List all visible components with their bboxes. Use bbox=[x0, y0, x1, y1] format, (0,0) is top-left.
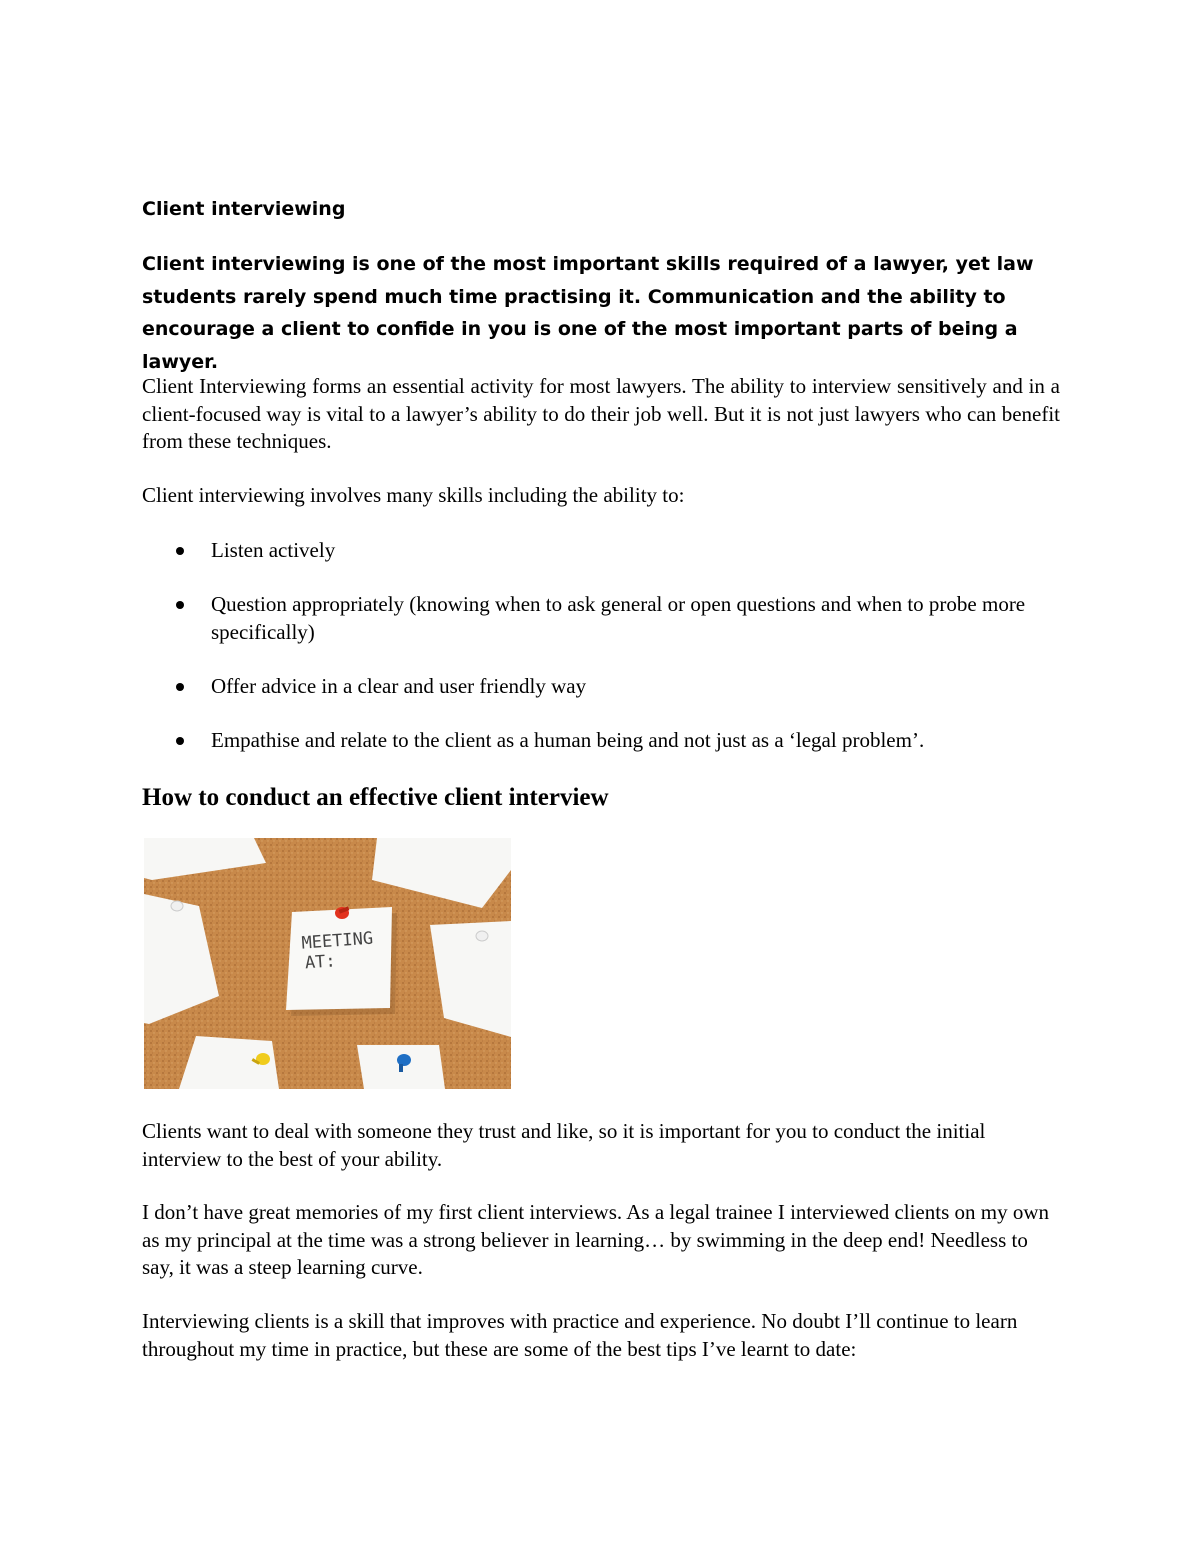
white-pin-icon bbox=[476, 931, 488, 941]
corkboard-illustration bbox=[144, 838, 511, 1089]
paragraph: Client interviewing involves many skills including the ability to: bbox=[142, 483, 685, 507]
list-item-text: Question appropriately (knowing when to ask general or open questions and when to probe more specifically) bbox=[211, 592, 1026, 644]
list-item bbox=[142, 537, 1060, 565]
list-item-text: Empathise and relate to the client as a human being and not just as a ‘legal problem’. bbox=[211, 727, 925, 752]
list-item bbox=[142, 727, 1060, 755]
skills-list bbox=[142, 537, 1060, 781]
bullet-icon bbox=[176, 601, 184, 609]
list-item bbox=[142, 673, 1060, 701]
list-item-text: Offer advice in a clear and user friendly way bbox=[211, 673, 587, 698]
bullet-icon bbox=[176, 737, 184, 745]
corkboard-image bbox=[144, 838, 511, 1089]
note-text-line1: MEETING bbox=[300, 928, 374, 954]
bullet-icon bbox=[176, 547, 184, 555]
bullet-icon bbox=[176, 683, 184, 691]
intro-paragraph: Client interviewing is one of the most important skills required of a lawyer, yet law students rarely spend much time practising it. Communication and the ability to encourage a client to confide in you is one of the most important parts of being a lawyer. bbox=[142, 253, 1034, 373]
document-title: Client interviewing bbox=[142, 198, 346, 220]
list-item bbox=[142, 591, 1060, 646]
meeting-note bbox=[286, 907, 392, 1010]
paragraph: Interviewing clients is a skill that improves with practice and experience. No doubt I’ll continue to learn throughout my time in practice, but these are some of the best tips I’ve learnt to date: bbox=[142, 1309, 1018, 1361]
paragraph: Client Interviewing forms an essential activity for most lawyers. The ability to interview sensitively and in a client-focused way is vital to a lawyer’s ability to do their job well. But it is not just lawyers who can benefit from these techniques. bbox=[142, 374, 1060, 453]
white-pin-icon bbox=[171, 901, 183, 911]
list-item-text: Listen actively bbox=[211, 538, 336, 562]
note-text-line2: AT: bbox=[304, 951, 337, 974]
section-heading: How to conduct an effective client interview bbox=[142, 784, 609, 811]
paragraph: I don’t have great memories of my first client interviews. As a legal trainee I interviewed clients on my own as my principal at the time was a strong believer in learning… by swimming in the deep end! Needless to say, it was a steep learning curve. bbox=[142, 1200, 1050, 1279]
paragraph: Clients want to deal with someone they trust and like, so it is important for you to conduct the initial interview to the best of your ability. bbox=[142, 1119, 986, 1171]
